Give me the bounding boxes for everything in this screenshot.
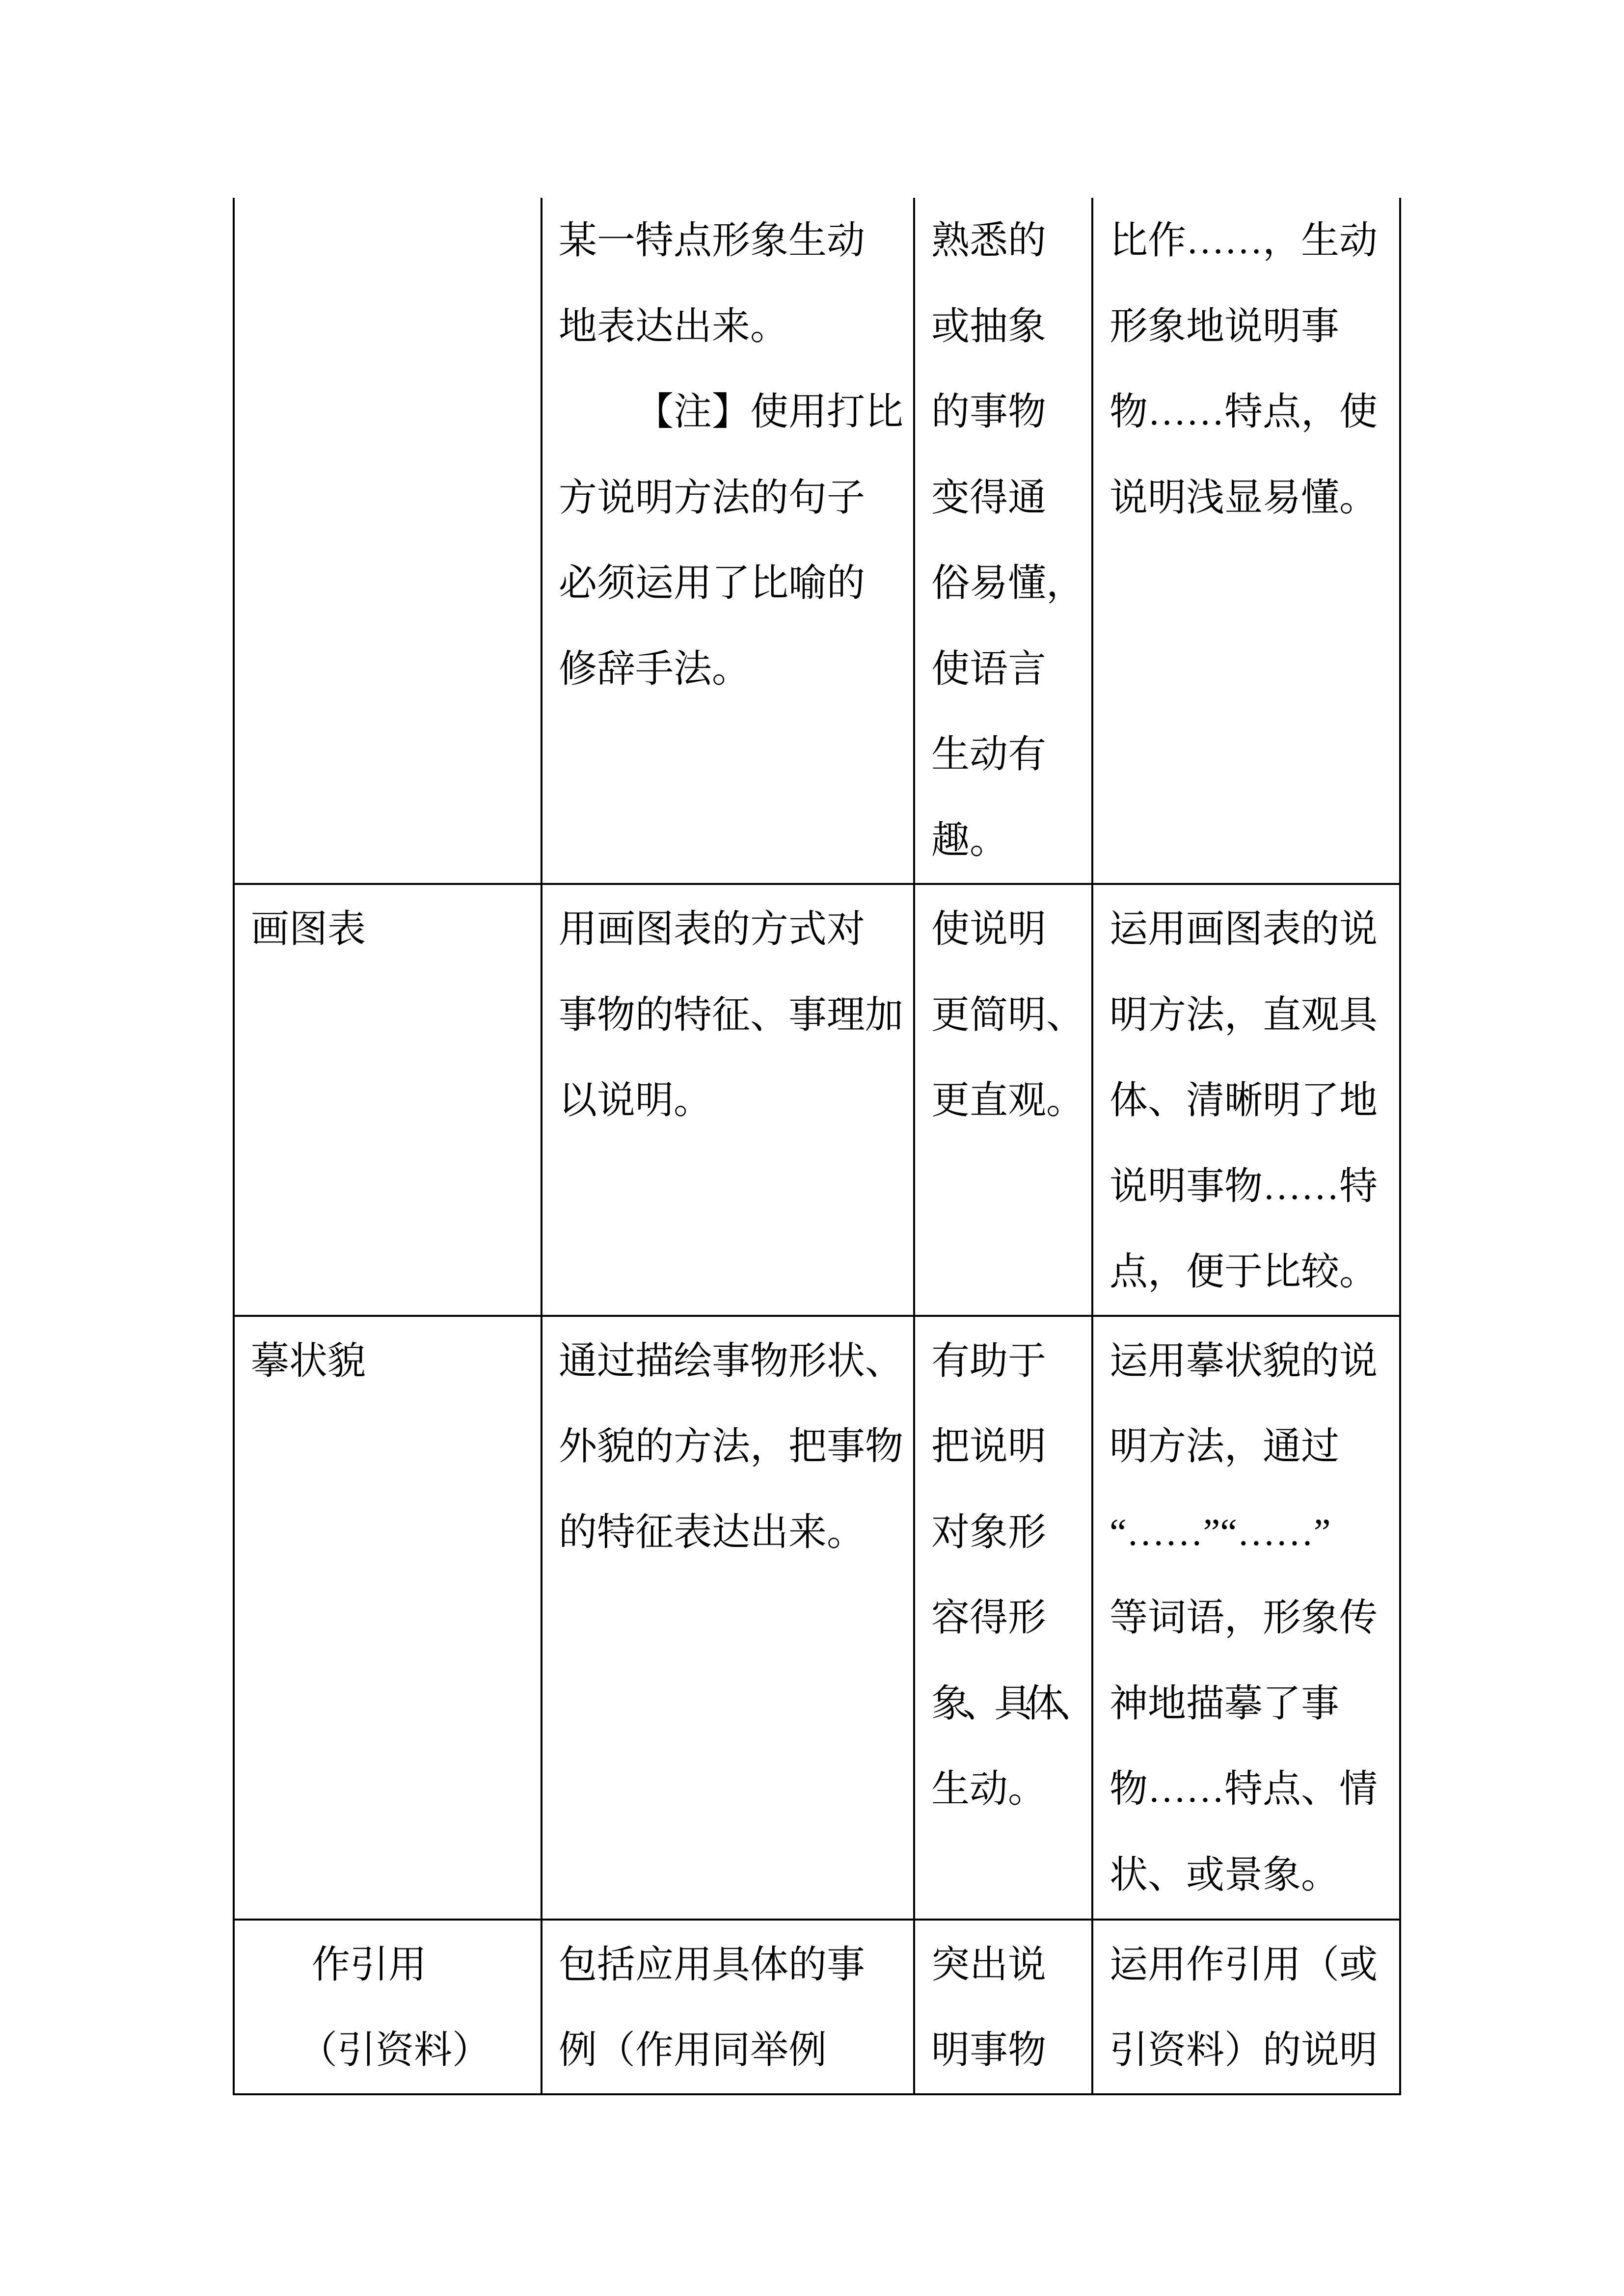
cell-definition [541, 198, 914, 884]
cell-effect [914, 884, 1092, 1316]
text-line: 更直观。 [931, 1079, 1085, 1121]
text-line: 变得通 [931, 476, 1047, 519]
text-line: 点，便于比较。 [1110, 1250, 1378, 1293]
text-line: 某一特点形象生动 [559, 219, 866, 262]
table-row [234, 1316, 1400, 1920]
text-line: 神地描摹了事 [1110, 1682, 1340, 1725]
text-line: 趣。 [931, 818, 1008, 861]
text-line: 作引用 [312, 1943, 427, 1986]
text-line: 以说明。 [559, 1079, 712, 1121]
text-line: 通过描绘事物形状、 [559, 1339, 904, 1382]
cell-method [234, 884, 541, 1316]
cell-definition [541, 884, 914, 1316]
text-line: 的事物 [931, 390, 1047, 433]
text-line: 俗易懂， [931, 561, 1085, 604]
cell-effect [914, 1920, 1092, 2094]
table-row [234, 198, 1400, 884]
method-table [233, 198, 1401, 2095]
table-row [234, 1920, 1400, 2094]
text-line: 有助于 [931, 1339, 1047, 1382]
text-line: 画图表 [251, 908, 366, 950]
text-line: 象、具体、 [931, 1682, 1089, 1725]
text-line: 生动。 [931, 1767, 1047, 1810]
cell-definition [541, 1316, 914, 1920]
text-line: （引资料） [299, 2029, 491, 2071]
cell-definition [541, 1920, 914, 2094]
definition-paragraph [559, 198, 909, 369]
text-line: 明事物 [931, 2029, 1047, 2071]
text-line: 运用画图表的说 [1110, 908, 1378, 950]
text-line: 事物的特征、事理加 [559, 993, 904, 1036]
text-line: 把说明 [931, 1425, 1047, 1468]
text-line: 必须运用了比喻的 [559, 561, 866, 604]
text-line: 对象形 [931, 1510, 1047, 1553]
text-line: 体、清晰明了地 [1110, 1079, 1378, 1121]
cell-answer [1092, 198, 1400, 884]
text-line: 外貌的方法，把事物 [559, 1425, 904, 1468]
note-paragraph [559, 369, 909, 712]
text-line: 方说明方法的句子 [559, 476, 866, 519]
text-line: 例（作用同举例 [559, 2029, 827, 2071]
text-line: 突出说 [931, 1943, 1047, 1986]
text-line: 用画图表的方式对 [559, 908, 866, 950]
text-line: 地表达出来。 [559, 304, 789, 347]
text-line: 等词语，形象传 [1110, 1596, 1378, 1639]
text-line: “……”“……” [1110, 1510, 1331, 1553]
text-line: 状、或景象。 [1110, 1853, 1340, 1896]
text-line: 形象地说明事 [1110, 304, 1340, 347]
text-line: 使语言 [931, 647, 1047, 690]
text-line: 明方法，通过 [1110, 1425, 1340, 1468]
cell-effect [914, 198, 1092, 884]
text-line: 修辞手法。 [559, 647, 751, 690]
cell-answer [1092, 884, 1400, 1316]
text-line: 熟悉的 [931, 219, 1047, 262]
text-line: 的特征表达出来。 [559, 1510, 866, 1553]
cell-answer [1092, 1920, 1400, 2094]
text-line: 或抽象 [931, 304, 1047, 347]
text-line: 使说明 [931, 908, 1047, 950]
cell-effect [914, 1316, 1092, 1920]
text-line: 【注】使用打比 [635, 390, 904, 433]
text-line: 引资料）的说明 [1110, 2029, 1378, 2071]
text-line: 物……特点，使 [1110, 390, 1378, 433]
text-line: 摹状貌 [251, 1339, 366, 1382]
cell-method [234, 1920, 541, 2094]
cell-answer [1092, 1316, 1400, 1920]
text-line: 明方法，直观具 [1110, 993, 1378, 1036]
text-line: 生动有 [931, 733, 1047, 775]
text-line: 物……特点、情 [1110, 1767, 1378, 1810]
table-row [234, 884, 1400, 1316]
text-line: 比作……，生动 [1110, 219, 1378, 262]
text-line: 包括应用具体的事 [559, 1943, 866, 1986]
cell-method [234, 1316, 541, 1920]
text-line: 运用作引用（或 [1110, 1943, 1378, 1986]
text-line: 运用摹状貌的说 [1110, 1339, 1378, 1382]
text-line: 更简明、 [931, 993, 1085, 1036]
cell-method [234, 198, 541, 884]
text-line: 说明浅显易懂。 [1110, 476, 1378, 519]
text-line: 容得形 [931, 1596, 1047, 1639]
text-line: 说明事物……特 [1110, 1164, 1378, 1207]
